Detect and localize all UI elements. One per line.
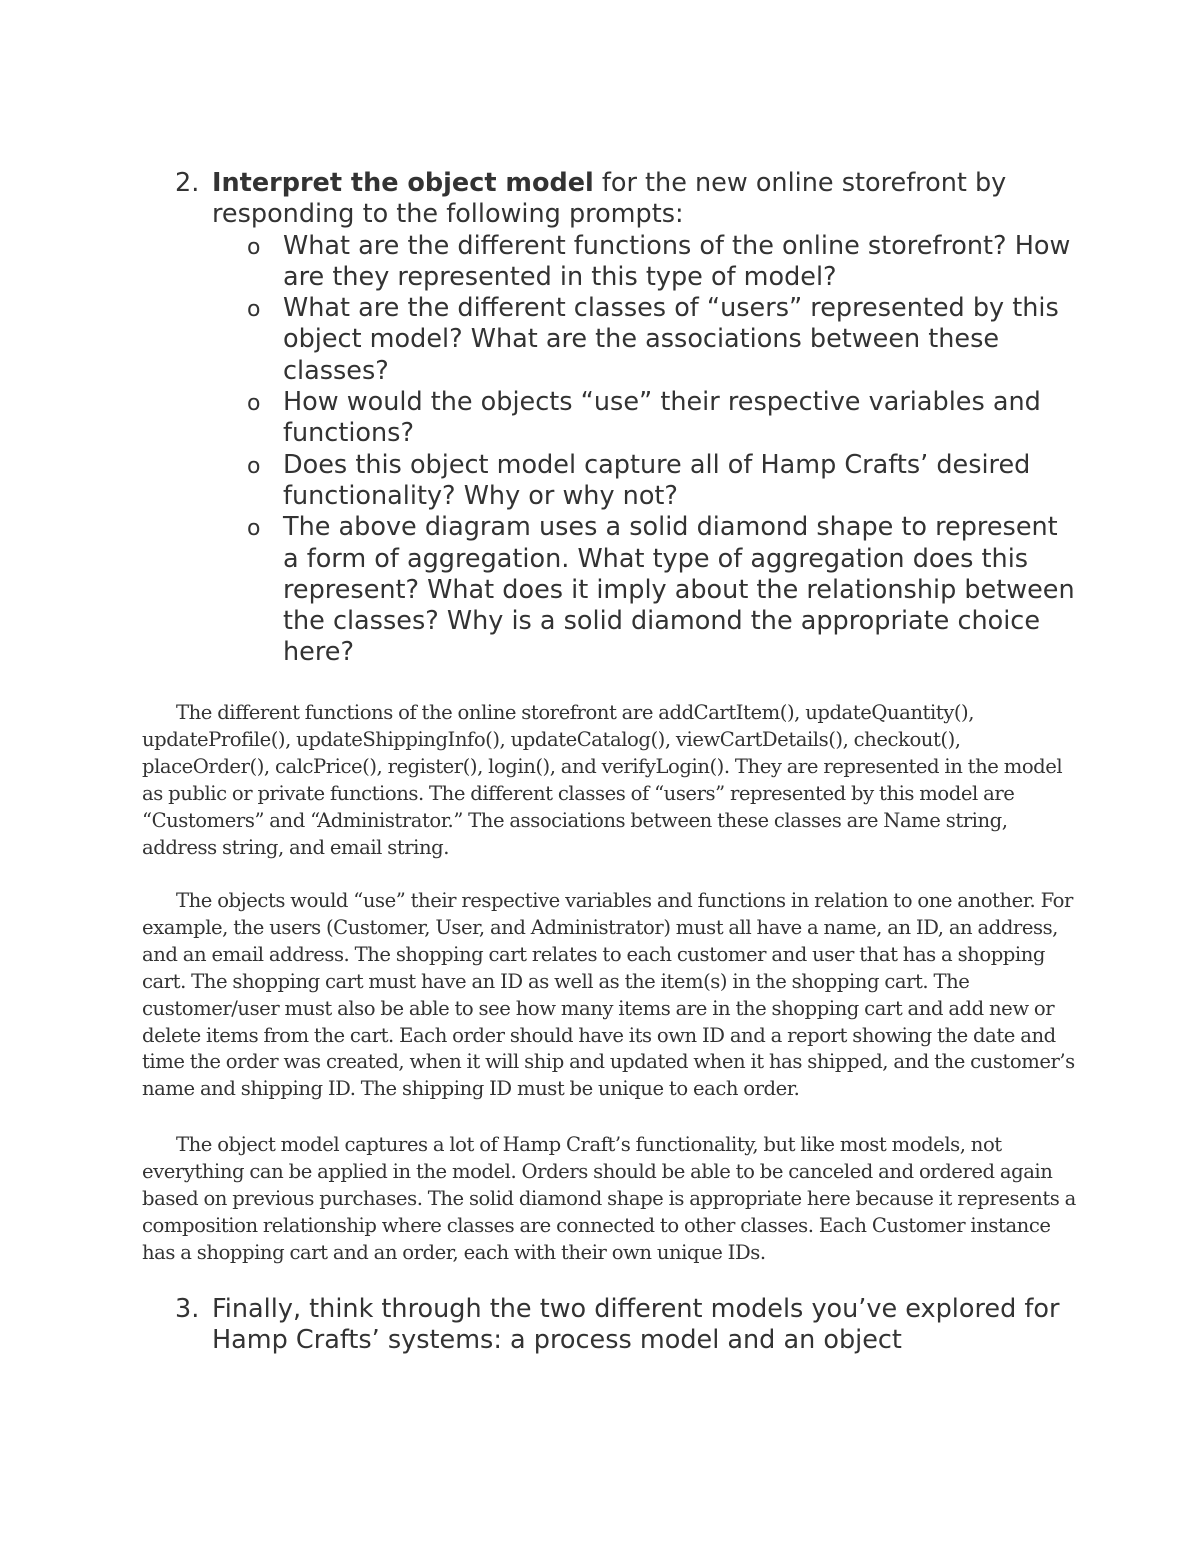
question-3 <box>175 1294 1075 1357</box>
question-2-number: 2. <box>175 168 200 198</box>
question-2 <box>175 168 1075 669</box>
bullet-icon: o <box>247 234 261 260</box>
question-3-text: Finally, think through the two different models you’ve explored for Hamp Crafts’ systems: a process model and an object <box>212 1294 1060 1356</box>
prompt-item <box>175 512 1075 668</box>
prompt-text: What are the different classes of “users” represented by this object model? What are the associations between these classes? <box>283 293 1059 386</box>
question-2-bold-lead: Interpret the object model <box>212 168 594 198</box>
question-2-text <box>212 168 1075 231</box>
bullet-icon: o <box>247 391 261 417</box>
prompt-item <box>175 293 1075 387</box>
bullet-icon: o <box>247 516 261 542</box>
answer-paragraph-capture: The object model captures a lot of Hamp Craft’s functionality, but like most models, not everything can be applied in the model. Orders should be able to be canceled and ordered again based on previous purchases. The solid diamond shape is appropriate here because it represents a composition relationship where classes are connected to other classes. Each Customer instance has a shopping cart and an order, each with their own unique IDs. <box>142 1133 1076 1264</box>
answer-paragraph-usage: The objects would “use” their respective variables and functions in relation to one another. For example, the users (Customer, User, and Administrator) must all have a name, an ID, an address, and an email address. The shopping cart relates to each customer and user that has a shopping cart. The shopping cart must have an ID as well as the item(s) in the shopping cart. The customer/user must also be able to see how many items are in the shopping cart and add new or delete items from the cart. Each order should have its own ID and a report showing the date and time the order was created, when it will ship and updated when it has shipped, and the customer’s name and shipping ID. The shipping ID must be unique to each order. <box>142 889 1075 1101</box>
prompt-item <box>175 450 1075 513</box>
bullet-icon: o <box>247 453 261 479</box>
bullet-icon: o <box>247 297 261 323</box>
question-3-number: 3. <box>175 1294 200 1324</box>
answer-paragraph-functions: The different functions of the online storefront are addCartItem(), updateQuantity(), updateProfile(), updateShippingInfo(), updateCatalog(), viewCartDetails(), checkout(), placeOrder(), calcPrice(), register(), login(), and verifyLogin(). They are represented in the model as public or private functions. The different classes of “users” represented by this model are “Customers” and “Administrator.” The associations between these classes are Name string, address string, and email string. <box>142 701 1063 859</box>
question-2-prompts <box>175 231 1075 669</box>
prompt-text: Does this object model capture all of Hamp Crafts’ desired functionality? Why or why not? <box>283 449 1031 511</box>
prompt-text: The above diagram uses a solid diamond shape to represent a form of aggregation. What type of aggregation does this represent? What does it imply about the relationship between the classes? Why is a solid diamond the appropriate choice here? <box>283 512 1075 668</box>
prompt-item <box>175 387 1075 450</box>
question-2-rest: for the new online storefront by responding to the following prompts: <box>212 168 1007 230</box>
prompt-item <box>175 231 1075 294</box>
prompt-text: How would the objects “use” their respective variables and functions? <box>283 387 1041 449</box>
prompt-text: What are the different functions of the online storefront? How are they represented in this type of model? <box>283 230 1071 292</box>
